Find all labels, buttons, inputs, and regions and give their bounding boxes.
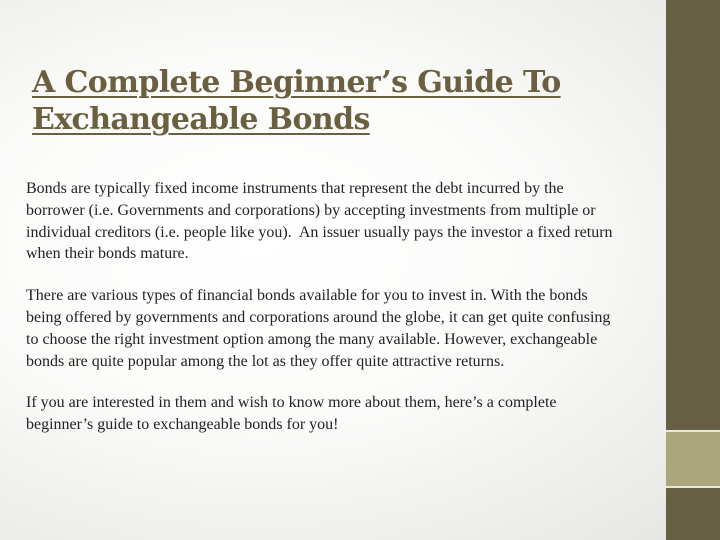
sidebar-light-band [666, 432, 720, 486]
slide-title: A Complete Beginner’s Guide To Exchangeable Bonds [32, 65, 561, 137]
body-paragraph-intro: Bonds are typically fixed income instruments that represent the debt incurred by the borrower (i.e. Governments and corporations) by accepting investments from multiple or individual creditors (i.e. people like you). An issuer usually pays the investor a fixed return when their bonds mature. [26, 180, 617, 263]
decorative-sidebar [666, 0, 720, 540]
slide-body [26, 178, 626, 456]
body-paragraph-types: There are various types of financial bonds available for you to invest in. With the bonds being offered by governments and corporations around the globe, it can get quite confusing to choose the right investment option among the many available. However, exchangeable bonds are quite popular among the lot as they offer quite attractive returns. [26, 287, 615, 370]
sidebar-divider-bottom [666, 486, 720, 488]
body-paragraph-guide: If you are interested in them and wish to know more about them, here’s a complete beginner’s guide to exchangeable bonds for you! [26, 394, 561, 434]
